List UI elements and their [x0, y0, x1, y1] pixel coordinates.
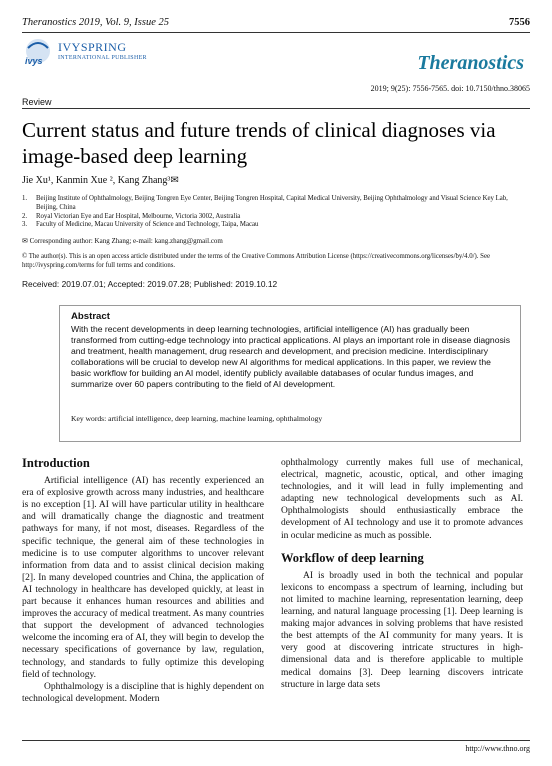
- affiliation-item: 2. Royal Victorian Eye and Ear Hospital, Melbourne, Victoria 3002, Australia: [22, 212, 241, 220]
- keywords: Key words: artificial intelligence, deep learning, machine learning, ophthalmology: [71, 414, 323, 423]
- publisher-subtitle: INTERNATIONAL PUBLISHER: [58, 55, 147, 61]
- intro-heading: Introduction: [22, 456, 90, 470]
- workflow-heading: Workflow of deep learning: [281, 550, 424, 565]
- article-type: Review: [22, 97, 52, 107]
- intro-paragraph-2-continued: ophthalmology currently makes full use of mechanical, electrical, magnetic, acoustic, optical, and other imaging technologies, and it will lead in fully implementing and adapting new technological developments such as AI. Ophthalmologists should enthusiastically embrace the development of AI technology and use it to promote advances in ocular medicine as much as possible.: [281, 458, 523, 541]
- column-right: [281, 457, 523, 691]
- page-number: 7556: [509, 17, 530, 28]
- intro-paragraph-2: Ophthalmology is a discipline that is highly dependent on technological development. Modern: [22, 681, 264, 704]
- affiliation-item: 1. Beijing Institute of Ophthalmology, Beijing Tongren Eye Center, Beijing Tongren Hospital, Capital Medical University, Beijing Ophthalmology and Visual Science Key Lab, Beijing, China: [22, 195, 508, 211]
- affiliations: [22, 195, 522, 230]
- abstract-heading: Abstract: [71, 311, 110, 322]
- affiliation-item: 3. Faculty of Medicine, Macau University of Science and Technology, Taipa, Macau: [22, 221, 259, 229]
- publisher-name: IVYSPRING: [58, 40, 127, 54]
- header-rule: [22, 32, 530, 33]
- running-title: Theranostics 2019, Vol. 9, Issue 25: [22, 17, 169, 28]
- footer-rule: [22, 740, 530, 741]
- svg-text:ivys: ivys: [25, 56, 43, 66]
- journal-logo: Theranostics: [417, 52, 524, 74]
- footer-url[interactable]: http://www.thno.org: [465, 744, 530, 753]
- workflow-paragraph-1: AI is broadly used in both the technical and popular lexicons to encompass a spectrum of learning, including but not limited to machine learning, representation learning, deep learning, and natural language processing [1]. Deep learning is making major advances in solving problems that have resisted the best attempts of the AI community for many years. It is very good at discovering intricate structures in high-dimensional data and is therefore applicable to multiple medical domains [3]. Deep learning discovers intricate structure in large data sets: [281, 570, 523, 690]
- corresponding-author: ✉ Corresponding author: Kang Zhang; e-mail: kang.zhang@gmail.com: [22, 237, 223, 245]
- page-title: Current status and future trends of clinical diagnoses via image-based deep learning: [22, 118, 496, 168]
- authors: Jie Xu¹, Kanmin Xue ², Kang Zhang³✉: [22, 175, 179, 186]
- title-rule: [22, 108, 530, 109]
- license-statement: © The author(s). This is an open access article distributed under the terms of the Creative Commons Attribution License (https://creativecommons.org/licenses/by/4.0/). See http://ivyspring.com/terms for full terms and conditions.: [22, 253, 490, 269]
- column-left: [22, 457, 264, 705]
- abstract-body: With the recent developments in deep learning technologies, artificial intelligence (AI) has gradually been transformed from cutting-edge technology into practical applications. AI plays an important role in disease diagnosis and treatment, health management, drug research and development, and precision medicine. Interdisciplinary collaborations will be crucial to develop new AI algorithms for medical applications. In this paper, we review the basic workflow for building an AI model, identify publicly available databases of ocular fundus images, and summarize over 60 papers contributing to the field of AI development.: [71, 324, 510, 389]
- intro-paragraph-1: Artificial intelligence (AI) has recently experienced an era of explosive growth across many industries, and healthcare is no exception [1]. AI will have particular utility in healthcare and will dramatically change the diagnostic and treatment pathways for many, if not most, diseases. Regardless of the specific technique, the general aim of these technologies in medicine is to use computer algorithms to uncover relevant information from data and to assist clinical decision making [2]. In many developed countries and China, the application of AI technology in healthcare has developed quickly, at least in part because it enhances human resources and abilities and improves the accuracy of medical treatment. As many countries that support the development of advanced technologies welcome the incoming era of AI, they will begin to develop the necessary specifications of governance by law, regulation, technology, and standards to fully optimize this developing field of technology.: [22, 476, 264, 680]
- ivyspring-logo-icon: [22, 38, 54, 68]
- publication-dates: Received: 2019.07.01; Accepted: 2019.07.28; Published: 2019.10.12: [22, 279, 278, 289]
- citation: 2019; 9(25): 7556-7565. doi: 10.7150/thno.38065: [370, 84, 530, 93]
